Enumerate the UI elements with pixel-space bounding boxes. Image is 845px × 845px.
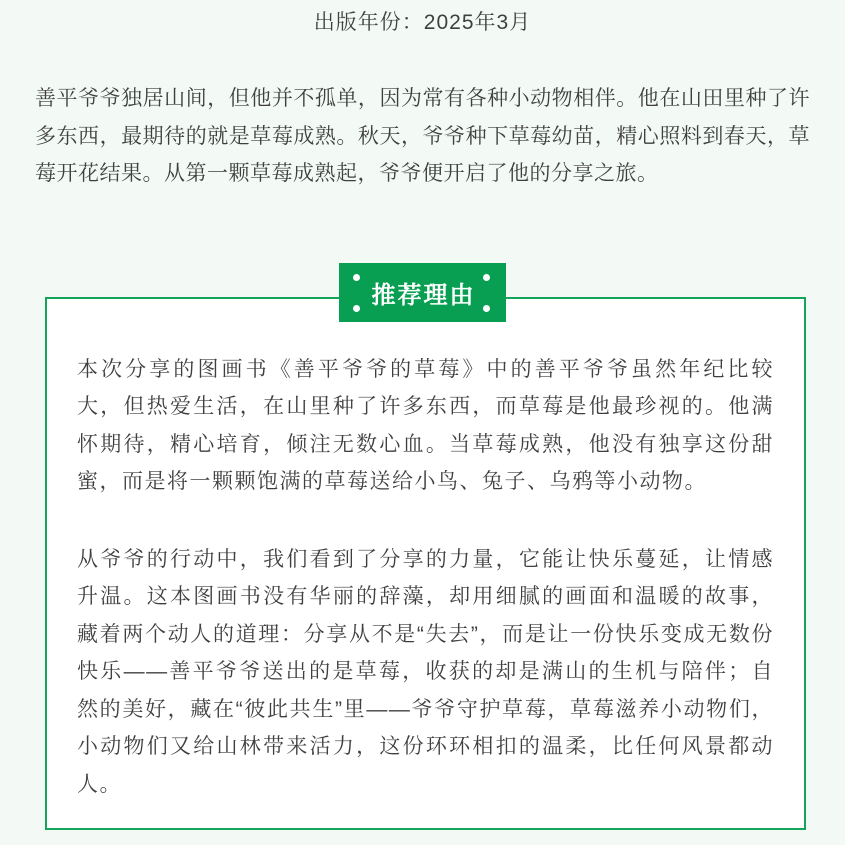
badge-corner-dot — [483, 274, 490, 281]
badge-corner-dot — [353, 274, 360, 281]
badge-corner-dot — [483, 305, 490, 312]
intro-paragraph: 善平爷爷独居山间，但他并不孤单，因为常有各种小动物相伴。他在山田里种了许多东西，最期待的就是草莓成熟。秋天，爷爷种下草莓幼苗，精心照料到春天，草莓开花结果。从第一颗草莓成熟起，爷爷便开启了他的分享之旅。 — [35, 87, 810, 185]
recommendation-paragraph: 从爷爷的行动中，我们看到了分享的力量，它能让快乐蔓延，让情感升温。这本图画书没有华丽的辞藻，却用细腻的画面和温暖的故事，藏着两个动人的道理：分享从不是“失去”，而是让一份快乐变成无数份快乐——善平爷爷送出的是草莓，收获的却是满山的生机与陪伴；自然的美好，藏在“彼此共生”里——爷爷守护草莓，草莓滋养小动物们，小动物们又给山林带来活力，这份环环相扣的温柔，比任何风景都动人。 — [77, 547, 774, 796]
badge-label: 推荐理由 — [371, 281, 476, 309]
recommendation-paragraph: 本次分享的图画书《善平爷爷的草莓》中的善平爷爷虽然年纪比较大，但热爱生活，在山里种了许多东西，而草莓是他最珍视的。他满怀期待，精心培育，倾注无数心血。当草莓成熟，他没有独享这份甜蜜，而是将一颗颗饱满的草莓送给小鸟、兔子、乌鸦等小动物。 — [77, 357, 774, 493]
recommendation-box — [45, 297, 806, 831]
badge-corner-dot — [353, 305, 360, 312]
recommendation-badge — [339, 263, 506, 322]
recommendation-section — [0, 263, 845, 831]
publication-year-line: 出版年份：2025年3月 — [313, 11, 532, 34]
